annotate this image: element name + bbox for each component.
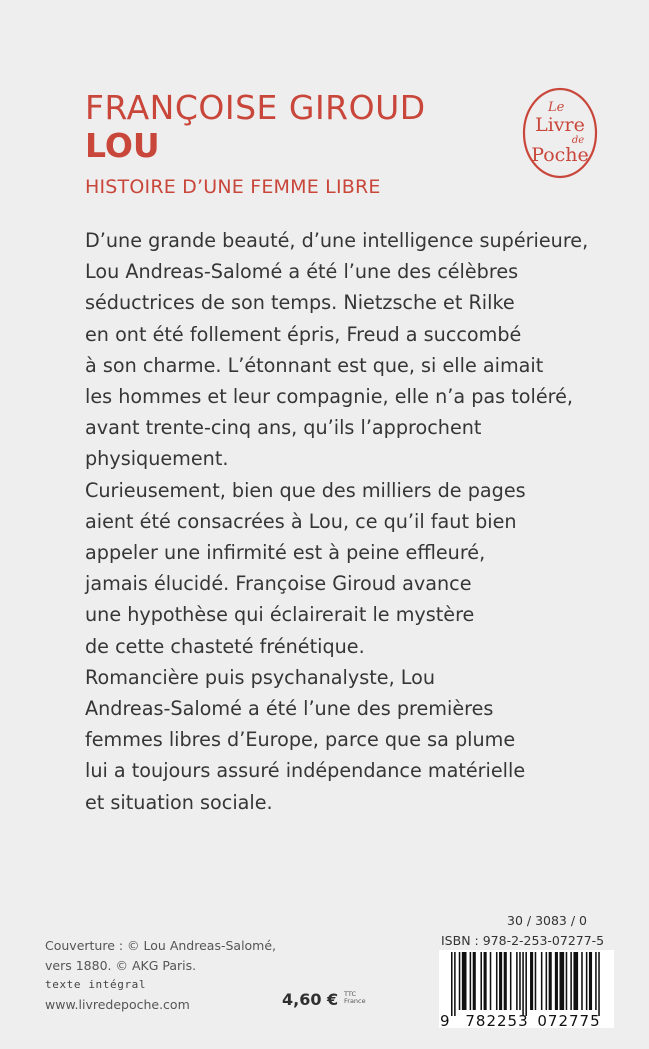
publisher-logo bbox=[520, 85, 600, 181]
barcode-first-digit: 9 bbox=[440, 1012, 450, 1028]
barcode-bar bbox=[504, 952, 507, 1010]
barcode-bar bbox=[586, 952, 588, 1010]
barcode-bar bbox=[496, 952, 498, 1010]
texte-integral-label: texte intégral bbox=[45, 978, 147, 991]
isbn-number: ISBN : 978-2-253-07277-5 bbox=[441, 933, 605, 948]
barcode-bar bbox=[530, 952, 533, 1010]
book-title: LOU bbox=[85, 126, 160, 165]
barcode-bar bbox=[473, 952, 476, 1010]
catalog-code: 30 / 3083 / 0 bbox=[507, 913, 587, 928]
barcode-bar bbox=[462, 952, 467, 1010]
back-cover-blurb bbox=[85, 225, 605, 818]
barcode-bar bbox=[581, 952, 583, 1010]
barcode-bar bbox=[589, 952, 592, 1010]
logo-poche: Poche bbox=[531, 144, 589, 166]
barcode-bar bbox=[555, 952, 558, 1010]
barcode-bar bbox=[570, 952, 572, 1010]
barcode-bar bbox=[525, 952, 527, 1016]
barcode-bar bbox=[480, 952, 482, 1010]
credit-line: Couverture : © Lou Andreas-Salomé, bbox=[45, 938, 277, 953]
barcode-bar bbox=[519, 952, 521, 1010]
barcode-bar bbox=[490, 952, 492, 1010]
blurb-paragraph: Romancière puis psychanalyste, Lou Andreas-Salomé a été l’une des premières femmes libres d’Europe, parce que sa plume lui a toujours assuré indépendance matérielle et situation sociale. bbox=[85, 665, 526, 814]
blurb-paragraph: D’une grande beauté, d’une intelligence supérieure, Lou Andreas-Salomé a été l’une des célèbres séductrices de son temps. Nietzsche et Rilke en ont été follement épris, Freud a succombé à son charme. L’étonnant est que, si elle aimait les hommes et leur compagnie, elle n’a pas toléré, avant trente-cinq ans, qu’ils l’approchent physiquement. bbox=[85, 229, 589, 471]
barcode-bar bbox=[510, 952, 512, 1010]
logo-le: Le bbox=[548, 100, 565, 115]
credit-line: vers 1880. © AKG Paris. bbox=[45, 958, 197, 973]
barcode-bar bbox=[595, 952, 597, 1010]
book-subtitle: HISTOIRE D’UNE FEMME LIBRE bbox=[85, 176, 381, 198]
barcode-bar bbox=[560, 952, 565, 1010]
barcode-right-digits: 072775 bbox=[537, 1012, 601, 1028]
barcode-bar bbox=[451, 952, 453, 1016]
barcode-bar bbox=[454, 952, 456, 1016]
barcode-bar bbox=[573, 952, 578, 1010]
isbn-barcode bbox=[439, 950, 614, 1028]
publisher-website: www.livredepoche.com bbox=[45, 997, 190, 1012]
barcode-bar bbox=[566, 952, 568, 1010]
price-tax-note bbox=[344, 991, 366, 1005]
barcode-bar bbox=[546, 952, 548, 1010]
barcode-bar bbox=[549, 952, 552, 1010]
barcode-bar bbox=[470, 952, 472, 1010]
cover-credits bbox=[45, 936, 276, 976]
barcode-bar bbox=[459, 952, 461, 1010]
tax-line-france: France bbox=[344, 997, 366, 1005]
barcode-bar bbox=[499, 952, 502, 1010]
logo-livre: Livre bbox=[535, 114, 585, 136]
barcode-bar bbox=[516, 952, 518, 1010]
tax-line-ttc: TTC bbox=[344, 990, 356, 998]
barcode-left-digits: 782253 bbox=[465, 1012, 529, 1028]
author-name: FRANÇOISE GIROUD bbox=[85, 88, 426, 127]
price: 4,60 € bbox=[282, 990, 339, 1009]
blurb-paragraph: Curieusement, bien que des milliers de pages aient été consacrées à Lou, ce qu’il faut bien appeler une infirmité est à peine effleuré, jamais élucidé. Françoise Giroud avance une hypothèse qui éclairerait le mystère de cette chasteté frénétique. bbox=[85, 478, 526, 658]
barcode-bar bbox=[541, 952, 543, 1010]
barcode-bar bbox=[598, 952, 600, 1016]
barcode-bar bbox=[535, 952, 537, 1010]
barcode-bar bbox=[484, 952, 487, 1010]
barcode-bar bbox=[522, 952, 524, 1016]
logo-de: de bbox=[571, 135, 585, 146]
